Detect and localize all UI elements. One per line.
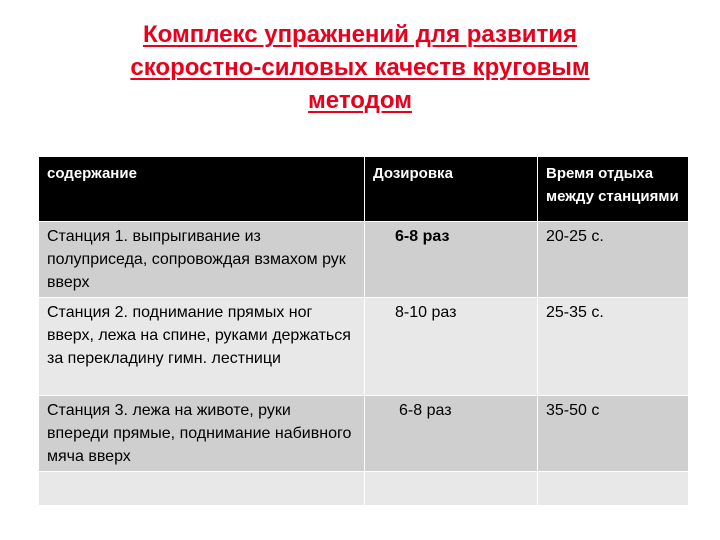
cell-rest [538,472,689,506]
slide-title [60,18,660,117]
header-content: содержание [39,157,365,222]
cell-rest: 35-50 с [538,396,689,472]
header-dosage: Дозировка [365,157,538,222]
cell-dosage: 6-8 раз [365,222,538,298]
title-line-3: методом [308,87,412,114]
cell-content [39,472,365,506]
table-header-row [39,157,689,222]
cell-content: Станция 1. выпрыгивание из полуприседа, сопровождая взмахом рук вверх [39,222,365,298]
cell-rest: 25-35 с. [538,298,689,396]
table-row [39,472,689,506]
cell-content: Станция 3. лежа на животе, руки впереди прямые, поднимание набивного мяча вверх [39,396,365,472]
table-row [39,396,689,472]
cell-dosage: 8-10 раз [365,298,538,396]
cell-dosage: 6-8 раз [365,396,538,472]
cell-dosage [365,472,538,506]
title-line-1: Комплекс упражнений для развития [142,21,577,48]
table-row [39,222,689,298]
table-row [39,298,689,396]
cell-rest: 20-25 с. [538,222,689,298]
cell-content: Станция 2. поднимание прямых ног вверх, лежа на спине, руками держаться за перекладину гимн. лестници [39,298,365,396]
header-rest-time: Время отдыха между станциями [538,157,689,222]
title-line-2: скоростно-силовых качеств круговым [130,54,590,81]
exercise-table [38,156,689,506]
